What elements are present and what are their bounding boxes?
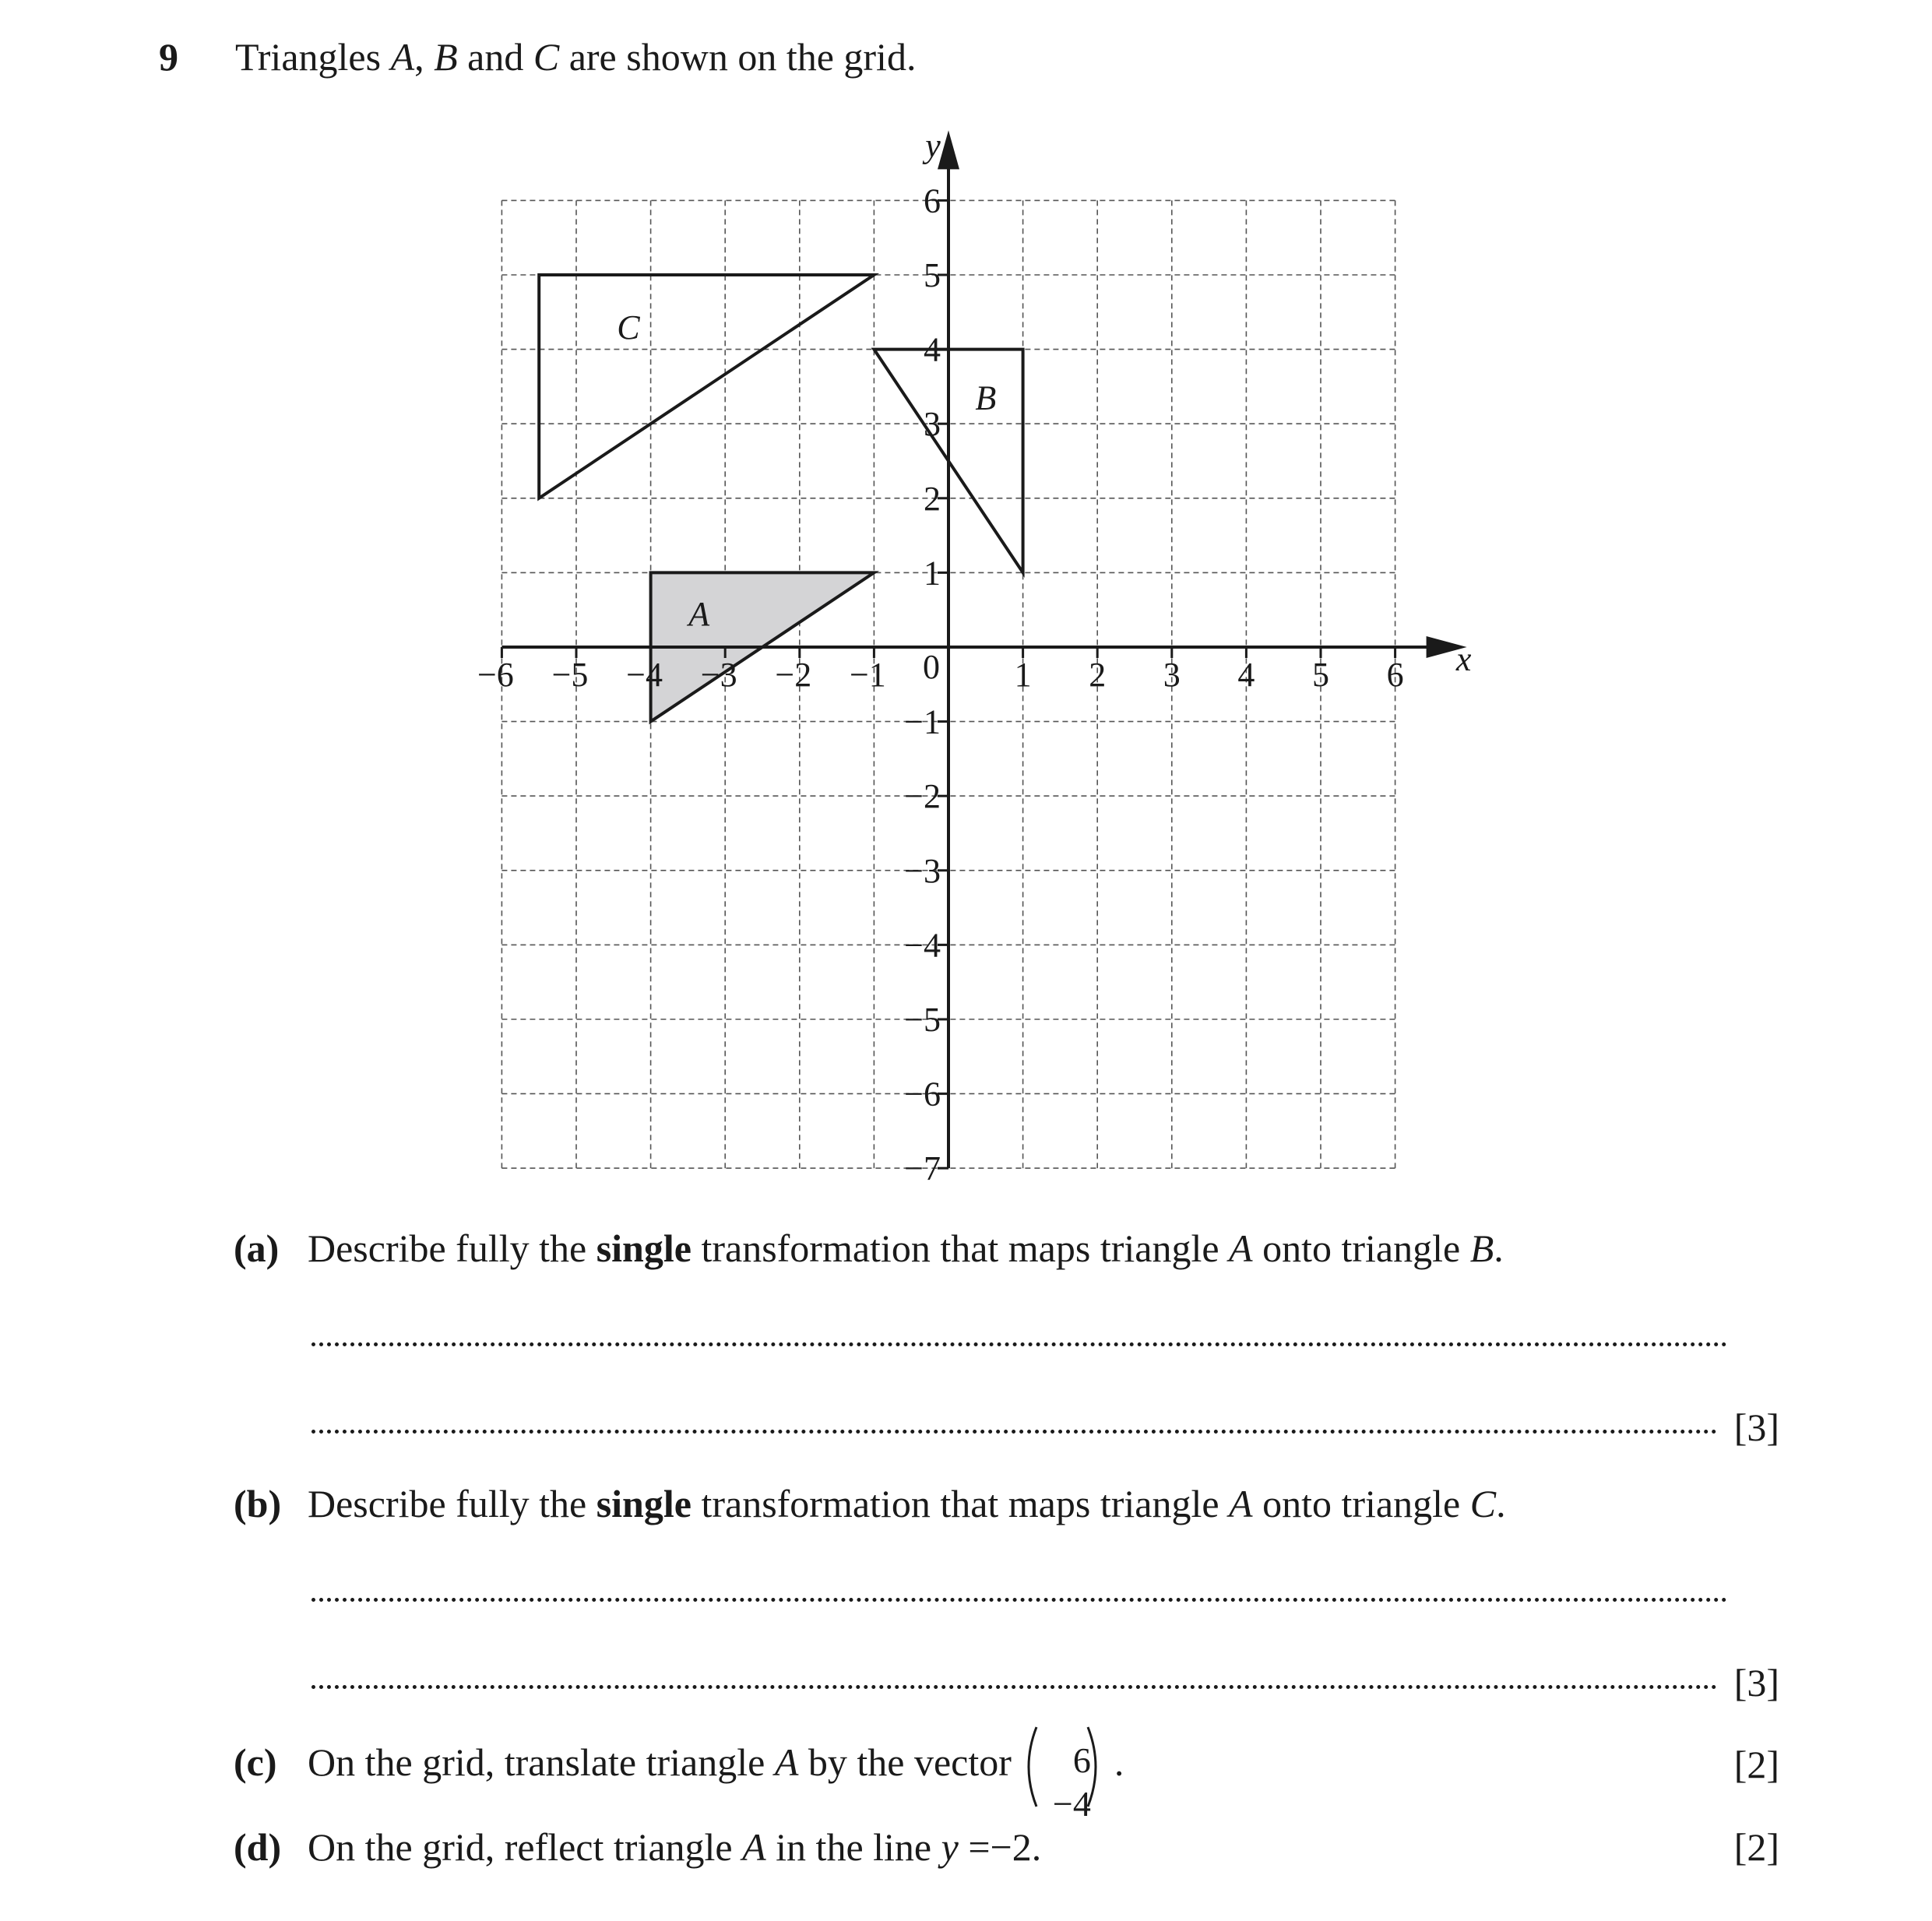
- y-tick-label: −2: [904, 777, 941, 816]
- x-tick-label: 2: [1089, 656, 1107, 694]
- vector-bottom: −4: [1052, 1783, 1091, 1824]
- y-tick-label: 3: [924, 405, 941, 444]
- intro-tri-b: B: [434, 35, 458, 79]
- y-tick-label: −5: [904, 1001, 941, 1039]
- answer-line-b1[interactable]: [311, 1598, 1727, 1602]
- intro-text-1: Triangles: [235, 35, 391, 79]
- part-c-tri-a: A: [774, 1740, 799, 1784]
- triangle-c-label: C: [617, 308, 640, 347]
- part-c-question: [234, 1719, 1124, 1824]
- y-tick-label: −6: [904, 1075, 941, 1114]
- answer-line-a1[interactable]: [311, 1342, 1727, 1346]
- column-vector: [1019, 1724, 1114, 1824]
- part-c-text-1: On the grid, translate triangle: [308, 1740, 775, 1784]
- part-a-bold: single: [596, 1226, 692, 1270]
- triangle-b-label: B: [975, 378, 997, 417]
- y-tick-label: 6: [924, 181, 941, 220]
- part-d-text-1: On the grid, reflect triangle: [308, 1825, 743, 1869]
- part-d-text-2: in the line: [765, 1825, 941, 1869]
- part-b-text-1: Describe fully the: [308, 1482, 596, 1525]
- part-d-question: [234, 1824, 1041, 1870]
- x-tick-label: 1: [1014, 656, 1032, 694]
- x-tick-label: 4: [1237, 656, 1255, 694]
- y-tick-label: −3: [904, 851, 941, 890]
- part-a-text-1: Describe fully the: [308, 1226, 596, 1270]
- part-a-tri-b: B: [1469, 1226, 1494, 1270]
- y-tick-label: −7: [904, 1149, 941, 1188]
- intro-text-2: ,: [414, 35, 435, 79]
- intro-tri-c: C: [533, 35, 560, 79]
- x-tick-label: −6: [477, 656, 514, 694]
- part-d-eq-rest: =−2.: [958, 1825, 1042, 1869]
- part-a-label: (a): [234, 1226, 280, 1270]
- part-a-tri-a: A: [1229, 1226, 1253, 1270]
- part-b-question: [234, 1481, 1506, 1526]
- x-tick-label: −4: [626, 656, 663, 694]
- x-tick-label: 6: [1386, 656, 1404, 694]
- x-tick-label: −3: [700, 656, 737, 694]
- triangle-a-label: A: [688, 594, 710, 633]
- y-tick-label: −4: [904, 926, 941, 965]
- part-b-tri-a: A: [1229, 1482, 1253, 1525]
- question-number: 9: [159, 35, 178, 79]
- part-a-marks: [3]: [1733, 1406, 1779, 1449]
- x-tick-label: 3: [1163, 656, 1181, 694]
- vector-left-bracket-icon: [1029, 1727, 1036, 1807]
- part-b-label: (b): [234, 1482, 282, 1525]
- part-c-text-end: .: [1114, 1740, 1124, 1784]
- x-tick-label: −1: [849, 656, 886, 694]
- intro-text-3: and: [457, 35, 533, 79]
- vector-top: 6: [1072, 1740, 1091, 1780]
- y-tick-label: 1: [924, 554, 941, 593]
- y-tick-label: 5: [924, 256, 941, 294]
- intro-text-4: are shown on the grid.: [559, 35, 917, 79]
- part-d-label: (d): [234, 1825, 282, 1869]
- y-tick-label: −1: [904, 702, 941, 741]
- part-c-label: (c): [234, 1740, 277, 1784]
- part-b-text-3: onto triangle: [1252, 1482, 1470, 1525]
- part-c-marks: [2]: [1733, 1743, 1779, 1786]
- part-a-question: [234, 1226, 1504, 1271]
- part-b-marks: [3]: [1733, 1661, 1779, 1705]
- x-tick-label: −5: [551, 656, 589, 694]
- x-axis-label: x: [1455, 640, 1472, 678]
- answer-line-b2[interactable]: [311, 1685, 1717, 1689]
- part-d-eq-var: y: [941, 1825, 959, 1869]
- part-b-text-end: .: [1496, 1482, 1506, 1525]
- y-tick-label: 4: [924, 330, 941, 369]
- origin-label: 0: [923, 648, 940, 686]
- part-b-tri-c: C: [1469, 1482, 1497, 1525]
- intro-tri-a: A: [390, 35, 415, 79]
- part-b-bold: single: [596, 1482, 692, 1525]
- triangle-c: [539, 275, 874, 498]
- part-d-tri-a: A: [742, 1825, 766, 1869]
- part-a-text-2: transformation that maps triangle: [691, 1226, 1230, 1270]
- answer-line-a2[interactable]: [311, 1430, 1717, 1434]
- x-tick-label: −2: [775, 656, 812, 694]
- x-tick-label: 5: [1312, 656, 1329, 694]
- part-a-text-3: onto triangle: [1252, 1226, 1470, 1270]
- part-a-text-end: .: [1494, 1226, 1504, 1270]
- part-d-marks: [2]: [1733, 1825, 1779, 1869]
- y-tick-label: 2: [924, 479, 941, 518]
- y-axis-arrow-icon: [938, 130, 959, 169]
- part-b-text-2: transformation that maps triangle: [691, 1482, 1230, 1525]
- y-axis-label: y: [925, 126, 941, 165]
- part-c-text-2: by the vector: [798, 1740, 1012, 1784]
